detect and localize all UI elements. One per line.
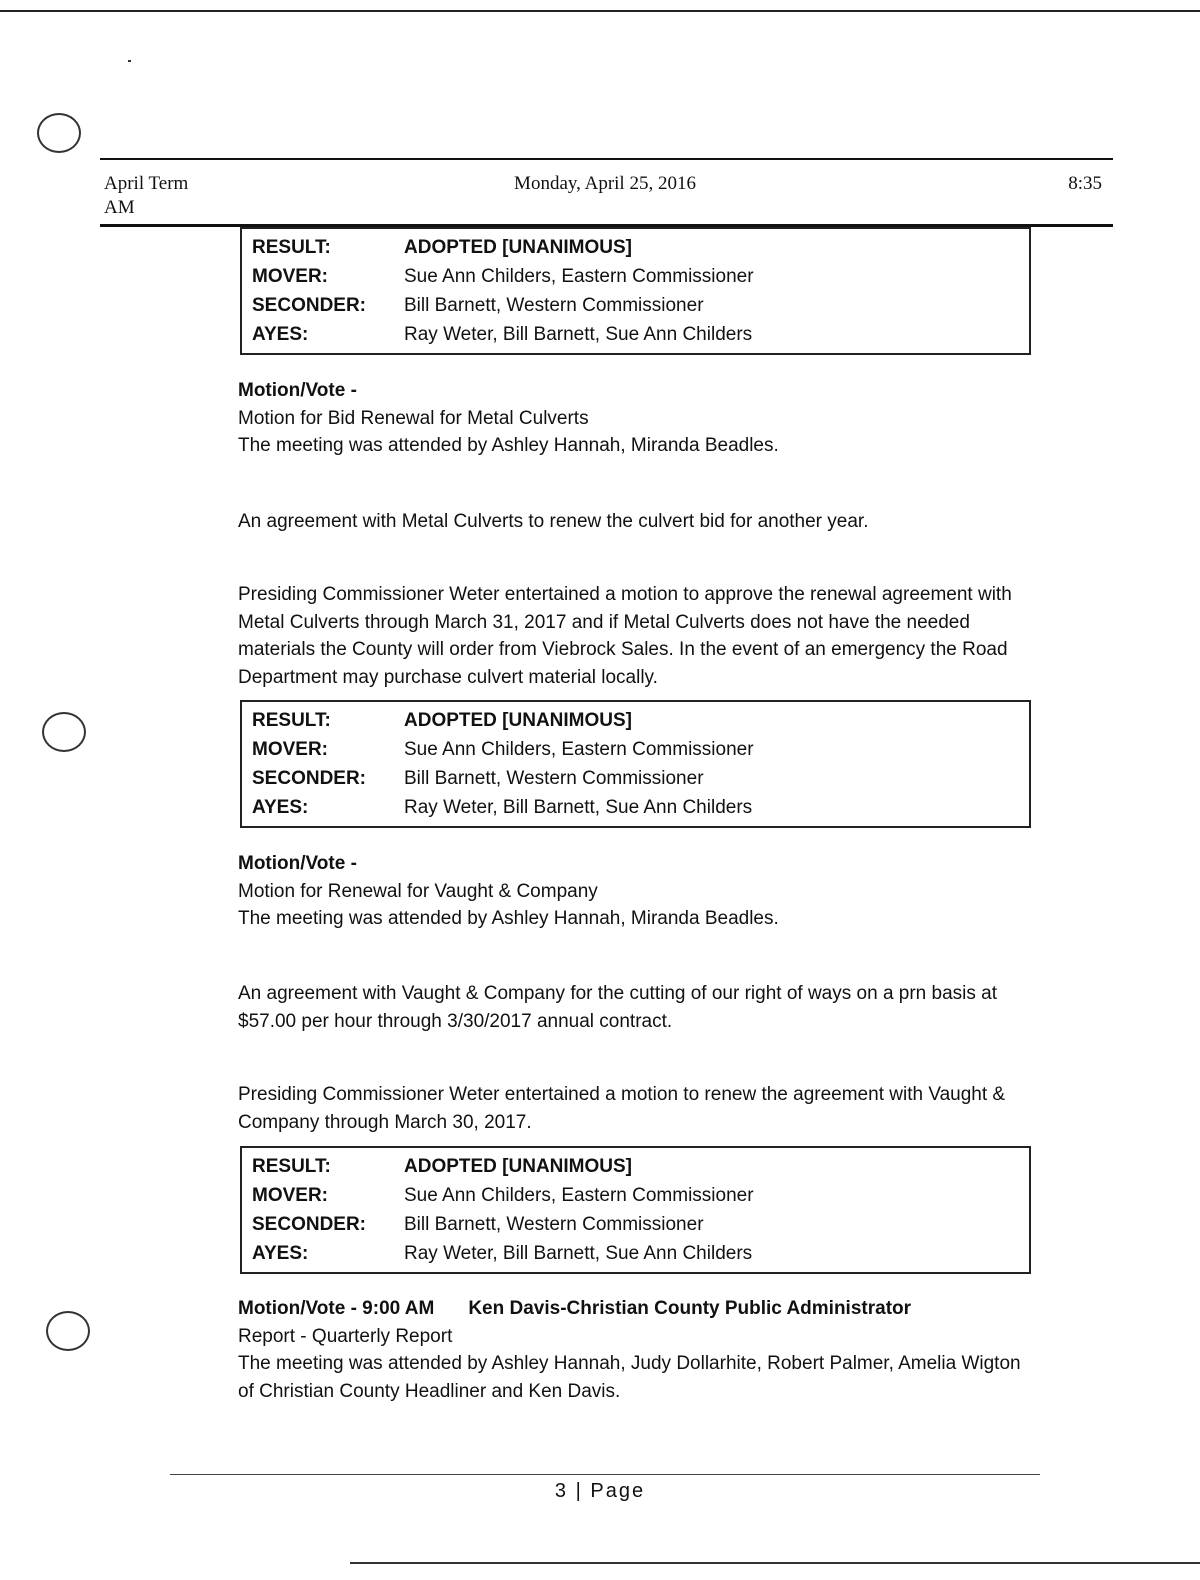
section-heading: Motion/Vote - 9:00 AM [238, 1298, 435, 1319]
header-top-rule [100, 158, 1113, 160]
section-title: Motion for Bid Renewal for Metal Culverts [238, 407, 589, 429]
vote-value: ADOPTED [UNANIMOUS] [404, 1155, 632, 1177]
vote-value: ADOPTED [UNANIMOUS] [404, 709, 632, 731]
vote-key: MOVER: [252, 738, 328, 760]
vote-key: SECONDER: [252, 294, 367, 316]
vote-row-ayes [252, 793, 1029, 822]
vote-row-mover [252, 735, 1029, 764]
vote-key: AYES: [252, 1242, 309, 1264]
section-heading-line [238, 1295, 1038, 1323]
section-attendance: The meeting was attended by Ashley Hannah, Miranda Beadles. [238, 908, 779, 929]
vote-table [240, 1146, 1031, 1274]
vote-key: AYES: [252, 796, 309, 818]
punch-hole-bottom [46, 1311, 90, 1351]
vote-value: Bill Barnett, Western Commissioner [404, 1213, 704, 1235]
vote-table [240, 700, 1031, 828]
scan-speck [128, 60, 131, 62]
section-title: Report - Quarterly Report [238, 1325, 453, 1347]
vote-row-seconder [252, 1210, 1029, 1239]
section-description: An agreement with Vaught & Company for the cutting of our right of ways on a prn basis at $57.00 per hour through 3/30/2017 annual contract. [238, 983, 998, 1032]
vote-row-result [252, 233, 1029, 262]
section-vaught-company [238, 850, 1038, 933]
vote-key: MOVER: [252, 265, 328, 287]
vote-table [240, 227, 1031, 355]
section-motion: Presiding Commissioner Weter entertained a motion to renew the agreement with Vaught & Company through March 30, 2017. [238, 1084, 1006, 1133]
vote-value: Ray Weter, Bill Barnett, Sue Ann Childers [404, 1242, 753, 1264]
vote-row-result [252, 1152, 1029, 1181]
top-edge-rule [0, 10, 1200, 12]
time-suffix: AM [104, 197, 135, 218]
section-title: Motion for Renewal for Vaught & Company [238, 880, 598, 902]
vote-value: Sue Ann Childers, Eastern Commissioner [404, 265, 754, 287]
term-label: April Term [104, 173, 189, 194]
punch-hole-middle [42, 712, 86, 752]
footer-rule [170, 1474, 1040, 1475]
vote-key: AYES: [252, 323, 309, 345]
bottom-edge-rule [350, 1562, 1200, 1564]
vote-row-mover [252, 262, 1029, 291]
section-attendance: The meeting was attended by Ashley Hannah, Judy Dollarhite, Robert Palmer, Amelia Wigton of Christian County Headliner and Ken Davis. [238, 1353, 1021, 1402]
vote-key: MOVER: [252, 1184, 328, 1206]
vote-row-seconder [252, 291, 1029, 320]
section-description: An agreement with Metal Culverts to renew the culvert bid for another year. [238, 511, 869, 532]
section-heading-extra: Ken Davis-Christian County Public Administrator [468, 1298, 912, 1319]
vote-key: RESULT: [252, 709, 331, 731]
vote-value: Ray Weter, Bill Barnett, Sue Ann Childers [404, 323, 753, 345]
vote-key: SECONDER: [252, 767, 367, 789]
vote-value: Sue Ann Childers, Eastern Commissioner [404, 738, 754, 760]
section-attendance: The meeting was attended by Ashley Hannah, Miranda Beadles. [238, 435, 779, 456]
vote-value: Ray Weter, Bill Barnett, Sue Ann Childers [404, 796, 753, 818]
section-metal-culverts [238, 377, 1038, 460]
vote-row-seconder [252, 764, 1029, 793]
section-heading: Motion/Vote - [238, 380, 357, 401]
vote-row-ayes [252, 320, 1029, 349]
vote-key: RESULT: [252, 1155, 331, 1177]
section-heading: Motion/Vote - [238, 853, 357, 874]
punch-hole-top [37, 113, 81, 153]
header-time: 8:35 [1068, 173, 1102, 194]
page-number: 3 | Page [554, 1480, 646, 1502]
header-date: Monday, April 25, 2016 [514, 173, 696, 194]
vote-value: Sue Ann Childers, Eastern Commissioner [404, 1184, 754, 1206]
section-public-administrator [238, 1295, 1038, 1405]
vote-row-ayes [252, 1239, 1029, 1268]
section-motion: Presiding Commissioner Weter entertained a motion to approve the renewal agreement with Metal Culverts through March 31, 2017 and if Metal Culverts does not have the needed materials the County will order from Viebrock Sales. In the event of an emergency the Road Department may purchase culvert material locally. [238, 584, 1012, 688]
vote-key: SECONDER: [252, 1213, 367, 1235]
vote-key: RESULT: [252, 236, 331, 258]
vote-row-result [252, 706, 1029, 735]
vote-value: Bill Barnett, Western Commissioner [404, 294, 704, 316]
vote-value: Bill Barnett, Western Commissioner [404, 767, 704, 789]
vote-row-mover [252, 1181, 1029, 1210]
vote-value: ADOPTED [UNANIMOUS] [404, 236, 632, 258]
